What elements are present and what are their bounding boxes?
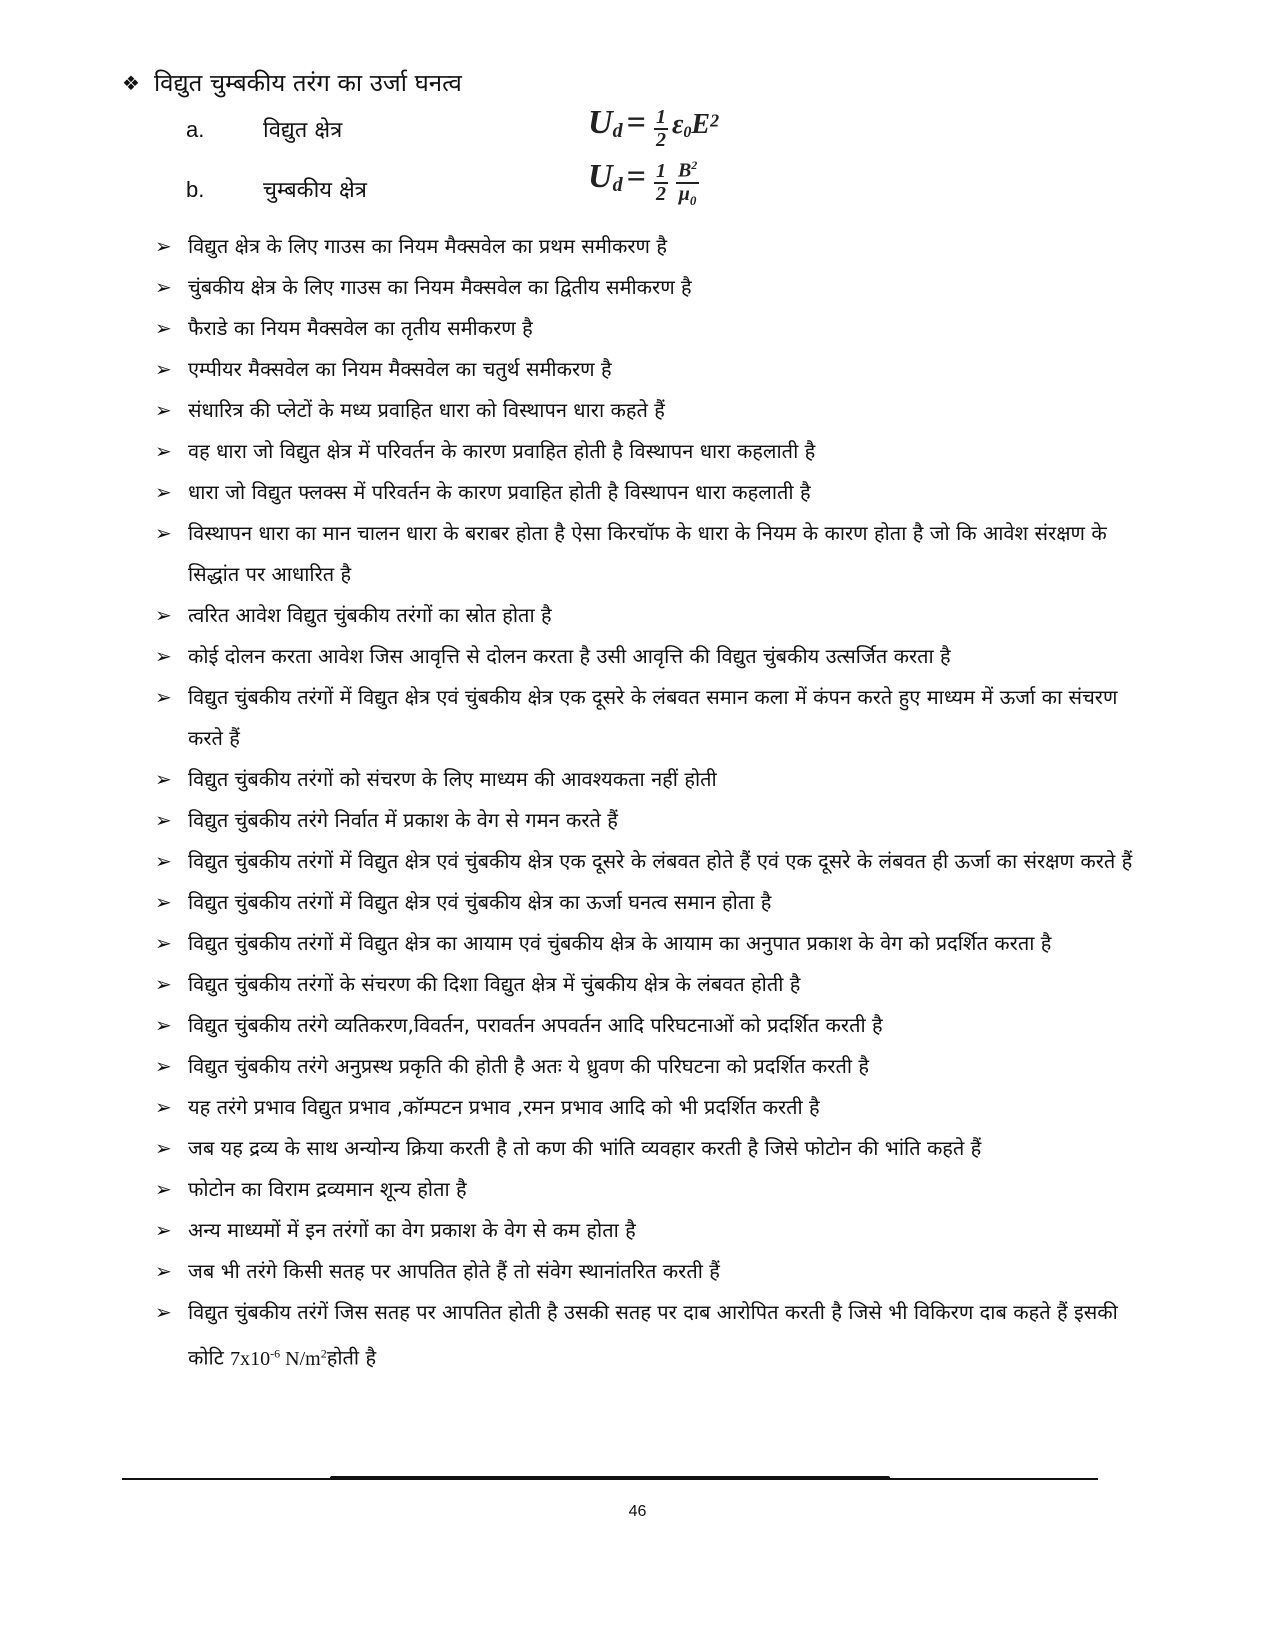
list-item bbox=[155, 923, 1155, 964]
list-item-text: फोटोन का विराम द्रव्यमान शून्य होता है bbox=[188, 1177, 467, 1201]
list-item bbox=[155, 308, 1155, 349]
list-item-text: संधारित्र की प्लेटों के मध्य प्रवाहित धारा को विस्थापन धारा कहते हैं bbox=[188, 398, 665, 422]
arrow-bullet-icon: ➢ bbox=[155, 1095, 172, 1119]
formula-den: 2 bbox=[655, 183, 666, 206]
list-item bbox=[155, 1005, 1155, 1046]
formula-num: 1 bbox=[655, 160, 666, 183]
radiation-pressure-value bbox=[230, 1348, 327, 1370]
arrow-bullet-icon: ➢ bbox=[155, 767, 172, 791]
arrow-bullet-icon: ➢ bbox=[155, 644, 172, 668]
subitem-text: विद्युत क्षेत्र bbox=[263, 118, 343, 143]
formula-epsilon: ε bbox=[671, 109, 684, 140]
diamond-bullet-icon: ❖ bbox=[122, 70, 140, 95]
list-item-text: वह धारा जो विद्युत क्षेत्र में परिवर्तन के कारण प्रवाहित होती है विस्थापन धारा कहलाती है bbox=[188, 439, 816, 463]
formula-lhs: U bbox=[588, 104, 613, 141]
arrow-bullet-icon: ➢ bbox=[155, 316, 172, 340]
list-item-text: त्वरित आवेश विद्युत चुंबकीय तरंगों का स्रोत होता है bbox=[188, 603, 552, 627]
list-item-text: विद्युत क्षेत्र के लिए गाउस का नियम मैक्सवेल का प्रथम समीकरण है bbox=[188, 234, 667, 258]
page-number: 46 bbox=[628, 1503, 647, 1520]
formula-fraction-b-mu bbox=[676, 159, 699, 207]
arrow-bullet-icon: ➢ bbox=[155, 1300, 172, 1324]
arrow-bullet-icon: ➢ bbox=[155, 357, 172, 381]
arrow-bullet-icon: ➢ bbox=[155, 398, 172, 422]
list-item-text: विद्युत चुंबकीय तरंगों के संचरण की दिशा विद्युत क्षेत्र में चुंबकीय क्षेत्र के लंबवत होती है bbox=[188, 972, 801, 996]
value-base: 7x10 bbox=[230, 1347, 271, 1370]
footer-rule-thick bbox=[330, 1476, 890, 1480]
arrow-bullet-icon: ➢ bbox=[155, 480, 172, 504]
list-item bbox=[155, 267, 1155, 308]
list-item-text: विद्युत चुंबकीय तरंगे अनुप्रस्थ प्रकृति की होती है अतः ये ध्रुवण की परिघटना को प्रदर्शित करती है bbox=[188, 1054, 869, 1078]
arrow-bullet-icon: ➢ bbox=[155, 234, 172, 258]
list-item-text: विद्युत चुंबकीय तरंगों को संचरण के लिए माध्यम की आवश्यकता नहीं होती bbox=[188, 767, 717, 791]
subitem-label: b. bbox=[186, 177, 205, 202]
subitem-text: चुम्बकीय क्षेत्र bbox=[263, 178, 367, 203]
formula-E: E bbox=[691, 109, 711, 140]
formula-epsilon-sub: 0 bbox=[683, 124, 692, 142]
list-item-text: धारा जो विद्युत फ्लक्स में परिवर्तन के कारण प्रवाहित होती है विस्थापन धारा कहलाती है bbox=[188, 480, 811, 504]
arrow-bullet-icon: ➢ bbox=[155, 849, 172, 873]
list-item-text: विद्युत चुंबकीय तरंगों में विद्युत क्षेत्र एवं चुंबकीय क्षेत्र एक दूसरे के लंबवत समान कला में कंपन करते हुए माध्यम में ऊर्जा का संचरण करते हैं bbox=[188, 685, 1118, 750]
subitem-electric bbox=[186, 114, 342, 144]
list-item bbox=[155, 472, 1155, 513]
subitem-magnetic bbox=[186, 174, 367, 204]
arrow-bullet-icon: ➢ bbox=[155, 275, 172, 299]
arrow-bullet-icon: ➢ bbox=[155, 685, 172, 709]
list-item-text: चुंबकीय क्षेत्र के लिए गाउस का नियम मैक्सवेल का द्वितीय समीकरण है bbox=[188, 275, 692, 299]
formula-B-pow: 2 bbox=[691, 158, 698, 173]
list-item-text: विद्युत चुंबकीय तरंगों में विद्युत क्षेत्र एवं चुंबकीय क्षेत्र का ऊर्जा घनत्व समान होता है bbox=[188, 890, 772, 914]
arrow-bullet-icon: ➢ bbox=[155, 1177, 172, 1201]
section-heading bbox=[122, 66, 462, 99]
list-item-text: विद्युत चुंबकीय तरंगों में विद्युत क्षेत्र एवं चुंबकीय क्षेत्र एक दूसरे के लंबवत होते हैं एवं एक दूसरे के लंबवत ही ऊर्जा का संरक्षण करते हैं bbox=[188, 849, 1133, 873]
subitem-label: a. bbox=[186, 117, 205, 142]
list-item-text: विद्युत चुंबकीय तरंगे निर्वात में प्रकाश के वेग से गमन करते हैं bbox=[188, 808, 618, 832]
list-item bbox=[155, 841, 1155, 882]
list-item-text: जब यह द्रव्य के साथ अन्योन्य क्रिया करती है तो कण की भांति व्यवहार करती है जिसे फोटोन की भांति कहते हैं bbox=[188, 1136, 982, 1160]
list-item-suffix: होती है bbox=[326, 1345, 377, 1370]
list-item-text: विस्थापन धारा का मान चालन धारा के बराबर होता है ऐसा किरचॉफ के धारा के नियम के कारण होता है जो कि आवेश संरक्षण के सिद्धांत पर आधारित है bbox=[188, 521, 1107, 586]
list-item bbox=[155, 226, 1155, 267]
formula-pow: 2 bbox=[710, 110, 720, 131]
arrow-bullet-icon: ➢ bbox=[155, 972, 172, 996]
list-item-text: एम्पीयर मैक्सवेल का नियम मैक्सवेल का चतुर्थ समीकरण है bbox=[188, 357, 612, 381]
list-item bbox=[155, 964, 1155, 1005]
list-item bbox=[155, 759, 1155, 800]
arrow-bullet-icon: ➢ bbox=[155, 931, 172, 955]
arrow-bullet-icon: ➢ bbox=[155, 521, 172, 545]
formula-B: B bbox=[677, 159, 692, 182]
formula-mu: μ bbox=[678, 182, 690, 205]
value-unit: N/m bbox=[285, 1347, 321, 1370]
list-item-text: यह तरंगे प्रभाव विद्युत प्रभाव ,कॉम्पटन प्रभाव ,रमन प्रभाव आदि को भी प्रदर्शित करती है bbox=[188, 1095, 820, 1119]
arrow-bullet-icon: ➢ bbox=[155, 890, 172, 914]
list-item bbox=[155, 800, 1155, 841]
formula-fraction-half bbox=[654, 161, 668, 205]
list-item bbox=[155, 677, 1155, 759]
arrow-bullet-icon: ➢ bbox=[155, 1054, 172, 1078]
list-item bbox=[155, 513, 1155, 595]
list-item bbox=[155, 1251, 1155, 1292]
formula-equals: = bbox=[626, 104, 646, 141]
list-item bbox=[155, 349, 1155, 390]
list-item-last bbox=[155, 1292, 1155, 1380]
list-item bbox=[155, 1169, 1155, 1210]
list-item-text: अन्य माध्यमों में इन तरंगों का वेग प्रकाश के वेग से कम होता है bbox=[188, 1218, 636, 1242]
formula-sub: d bbox=[612, 120, 623, 143]
bullet-list bbox=[155, 226, 1155, 1380]
formula-electric-energy-density bbox=[588, 104, 719, 151]
arrow-bullet-icon: ➢ bbox=[155, 1136, 172, 1160]
arrow-bullet-icon: ➢ bbox=[155, 603, 172, 627]
list-item bbox=[155, 636, 1155, 677]
arrow-bullet-icon: ➢ bbox=[155, 808, 172, 832]
list-item bbox=[155, 1128, 1155, 1169]
list-item bbox=[155, 595, 1155, 636]
formula-magnetic-energy-density bbox=[588, 158, 703, 207]
value-exp: -6 bbox=[270, 1346, 281, 1360]
formula-sub: d bbox=[612, 174, 623, 197]
formula-num: 1 bbox=[655, 106, 666, 129]
list-item-text: फैराडे का नियम मैक्सवेल का तृतीय समीकरण है bbox=[188, 316, 533, 340]
list-item bbox=[155, 882, 1155, 923]
arrow-bullet-icon: ➢ bbox=[155, 1218, 172, 1242]
list-item bbox=[155, 1046, 1155, 1087]
arrow-bullet-icon: ➢ bbox=[155, 1259, 172, 1283]
value-unit-exp: 2 bbox=[320, 1346, 327, 1360]
formula-mu-sub: 0 bbox=[689, 192, 697, 208]
formula-den: 2 bbox=[655, 129, 666, 152]
list-item bbox=[155, 1210, 1155, 1251]
formula-equals: = bbox=[626, 158, 646, 195]
section-title: विद्युत चुम्बकीय तरंग का उर्जा घनत्व bbox=[153, 69, 462, 97]
list-item-text: विद्युत चुंबकीय तरंगे व्यतिकरण,विवर्तन, परावर्तन अपवर्तन आदि परिघटनाओं को प्रदर्शित करती है bbox=[188, 1013, 883, 1037]
formula-fraction bbox=[654, 107, 668, 151]
list-item bbox=[155, 390, 1155, 431]
list-item-text: कोई दोलन करता आवेश जिस आवृत्ति से दोलन करता है उसी आवृत्ति की विद्युत चुंबकीय उत्सर्जित करता है bbox=[188, 644, 951, 668]
list-item bbox=[155, 1087, 1155, 1128]
list-item-text: विद्युत चुंबकीय तरंगें जिस सतह पर आपतित होती है उसकी सतह पर दाब आरोपित करती है जिसे भी विकिरण दाब कहते हैं इसकी कोटि bbox=[188, 1300, 1118, 1370]
formula-lhs: U bbox=[588, 158, 613, 195]
list-item bbox=[155, 431, 1155, 472]
arrow-bullet-icon: ➢ bbox=[155, 439, 172, 463]
list-item-text: विद्युत चुंबकीय तरंगों में विद्युत क्षेत्र का आयाम एवं चुंबकीय क्षेत्र के आयाम का अनुपात प्रकाश के वेग को प्रदर्शित करता है bbox=[188, 931, 1052, 955]
list-item-text: जब भी तरंगे किसी सतह पर आपतित होते हैं तो संवेग स्थानांतरित करती हैं bbox=[188, 1259, 720, 1283]
arrow-bullet-icon: ➢ bbox=[155, 1013, 172, 1037]
